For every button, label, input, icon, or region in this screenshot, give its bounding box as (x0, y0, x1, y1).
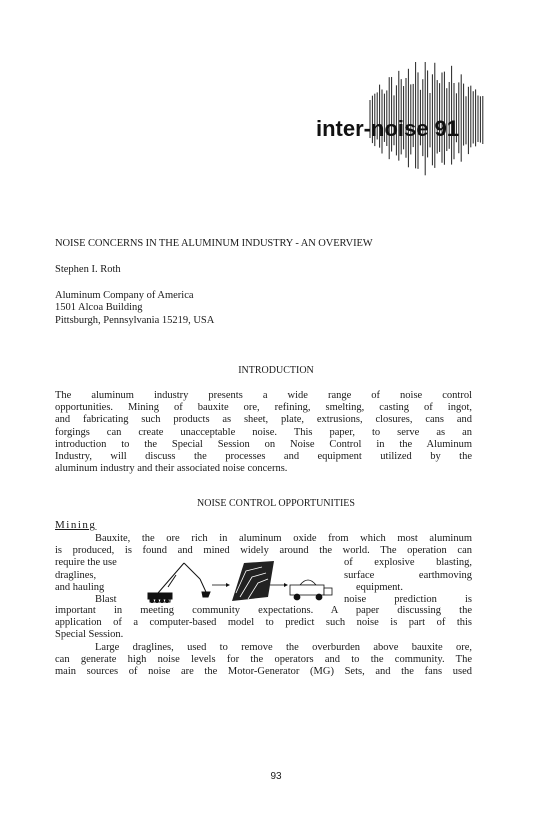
paragraph-line: Special Session. (55, 629, 124, 641)
logo-text: inter-noise 91 (316, 116, 460, 141)
dragline-icon (148, 563, 210, 603)
paragraph-line: Blast (95, 593, 117, 605)
paragraph-line: main sources of noise are the Motor-Generator (MG) Sets, and the fans used (55, 665, 472, 677)
wrap-left-text (55, 557, 145, 606)
paper-title: NOISE CONCERNS IN THE ALUMINUM INDUSTRY - AN OVERVIEW (55, 238, 373, 249)
paragraph-line: is produced, is found and mined widely around the world. The operation can (55, 545, 472, 557)
haul-truck-icon (290, 580, 332, 600)
paragraph-line: can generate high noise levels for the operators and to the community. The (55, 653, 472, 665)
paragraph-line: forgings can create unacceptable noise. This paper, to serve as an (55, 426, 472, 438)
paragraph-line: important in meeting community expectations. A paper discussing the (55, 605, 472, 616)
page-number: 93 (270, 771, 282, 782)
paragraph-line: equipment. (356, 581, 403, 593)
mining-equipment-figure (140, 557, 345, 607)
affiliation (55, 290, 214, 327)
paragraph-line: Large draglines, used to remove the overburden above bauxite ore, (95, 641, 472, 653)
introduction-heading: INTRODUCTION (238, 365, 314, 376)
mining-subheading: Mining (55, 519, 97, 531)
paragraph-line: introduction to the Special Session on Noise Control in the Aluminum (55, 438, 472, 450)
inter-noise-91-logo (300, 58, 490, 188)
noise-control-heading: NOISE CONTROL OPPORTUNITIES (197, 498, 355, 509)
paragraph-line: noise prediction is (344, 593, 472, 605)
mining-paragraph-top (55, 533, 472, 557)
wrap-right-text (344, 557, 472, 606)
ore-face-icon (232, 561, 274, 601)
paragraph-line: surface earthmoving (344, 569, 472, 581)
paragraph-line: require the use (55, 557, 117, 569)
introduction-paragraph (55, 390, 472, 475)
mining-paragraph-bottom (55, 605, 472, 678)
author-name: Stephen I. Roth (55, 264, 121, 275)
paragraph-line: Bauxite, the ore rich in aluminum oxide from which most aluminum (95, 533, 472, 544)
paragraph-line: aluminum industry and their associated noise concerns. (55, 463, 288, 475)
affiliation-line: 1501 Alcoa Building (55, 302, 143, 314)
paragraph-line: application of a computer-based model to predict such noise is part of this (55, 617, 472, 629)
paragraph-line: The aluminum industry presents a wide range of noise control (55, 390, 472, 401)
paragraph-line: draglines, (55, 569, 97, 581)
paragraph-line: and fabricating such products as sheet, plate, extrusions, closures, cans and (55, 414, 472, 426)
affiliation-line: Aluminum Company of America (55, 290, 194, 301)
paragraph-line: of explosive blasting, (344, 557, 472, 569)
paragraph-line: and hauling (55, 581, 105, 593)
paragraph-line: opportunities. Mining of bauxite ore, refining, smelting, casting of ingot, (55, 402, 472, 414)
affiliation-line: Pittsburgh, Pennsylvania 15219, USA (55, 314, 215, 326)
paragraph-line: Industry, will discuss the processes and equipment utilized by the (55, 450, 472, 462)
